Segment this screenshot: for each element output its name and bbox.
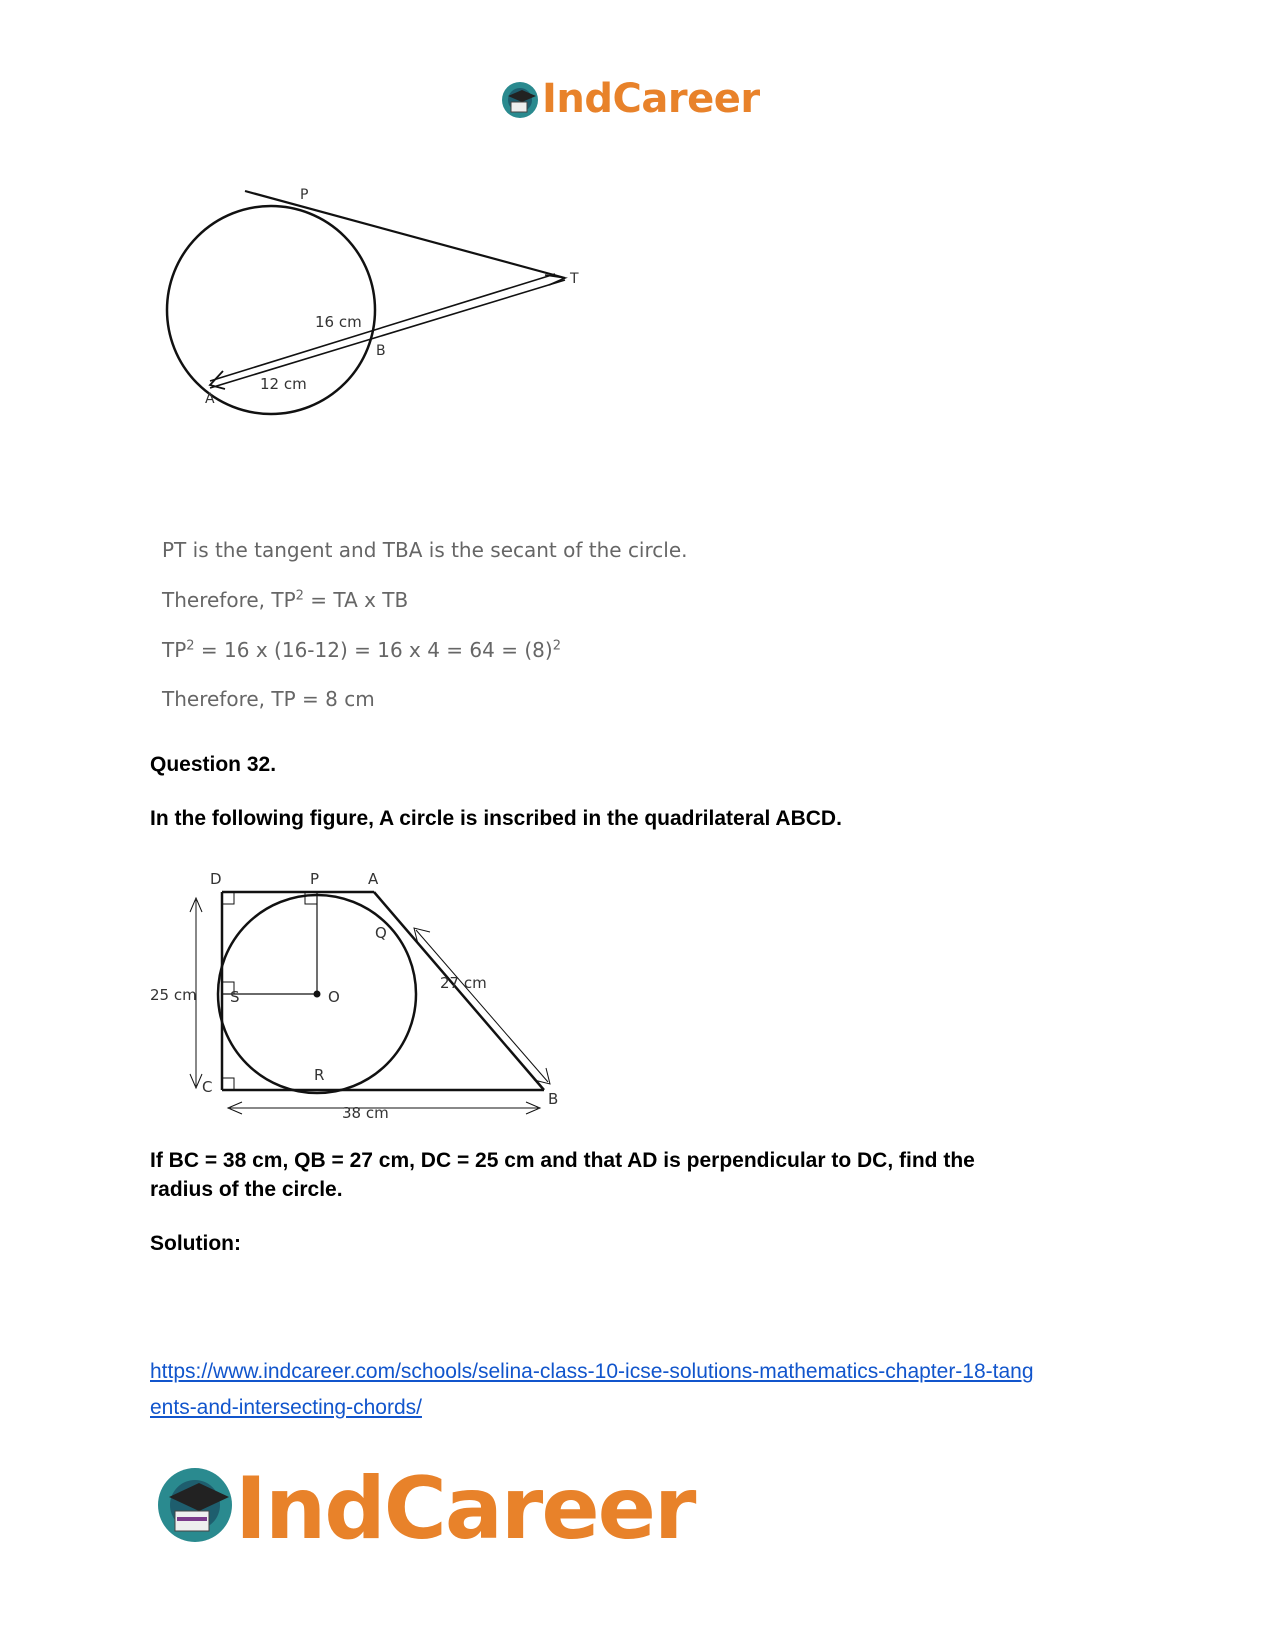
link-line-2[interactable]: ents-and-intersecting-chords/ — [150, 1396, 422, 1419]
label-b: B — [548, 1090, 559, 1108]
source-link[interactable] — [150, 1354, 1150, 1426]
label-c: C — [202, 1078, 213, 1096]
question-title: Question 32. — [150, 753, 277, 776]
label-p: P — [310, 870, 320, 888]
solution-label: Solution: — [150, 1232, 241, 1255]
solution-line-1: PT is the tangent and TBA is the secant of the circle. — [162, 538, 688, 562]
graduation-cap-icon — [155, 1465, 235, 1545]
label-38cm: 38 cm — [342, 1104, 389, 1122]
label-d: D — [210, 870, 222, 888]
label-q: Q — [375, 924, 387, 942]
header-logo — [500, 76, 780, 130]
label-16cm: 16 cm — [315, 313, 362, 331]
problem-line-1: If BC = 38 cm, QB = 27 cm, DC = 25 cm and that AD is perpendicular to DC, find the — [150, 1149, 975, 1172]
problem-line-2: radius of the circle. — [150, 1178, 343, 1201]
graduation-cap-icon — [500, 80, 540, 120]
label-r: R — [314, 1066, 325, 1084]
logo-text: IndCareer — [235, 1459, 695, 1559]
label-b: B — [376, 343, 386, 359]
solution-line-4: Therefore, TP = 8 cm — [162, 687, 375, 711]
label-25cm: 25 cm — [150, 986, 197, 1004]
inscribed-circle-figure — [150, 868, 570, 1128]
logo-text: IndCareer — [542, 76, 760, 122]
label-12cm: 12 cm — [260, 375, 307, 393]
label-a: A — [368, 870, 379, 888]
footer-logo — [155, 1459, 715, 1565]
link-line-1[interactable]: https://www.indcareer.com/schools/selina-class-10-icse-solutions-mathematics-chapter-18-tang — [150, 1360, 1034, 1383]
label-s: S — [230, 988, 240, 1006]
question-statement: In the following figure, A circle is inscribed in the quadrilateral ABCD. — [150, 807, 842, 830]
label-p: P — [300, 187, 309, 203]
label-t: T — [570, 271, 579, 287]
label-o: O — [328, 988, 340, 1006]
label-a: A — [205, 391, 215, 407]
label-27cm: 27 cm — [440, 974, 487, 992]
solution-line-2: Therefore, $TP^2$ = TA x TB — [162, 588, 409, 612]
tangent-secant-figure — [165, 185, 605, 425]
solution-line-3: $TP^2 = 16$ x (16-12) = 16 x $4 = 64 = (8)^2$ — [162, 638, 561, 662]
